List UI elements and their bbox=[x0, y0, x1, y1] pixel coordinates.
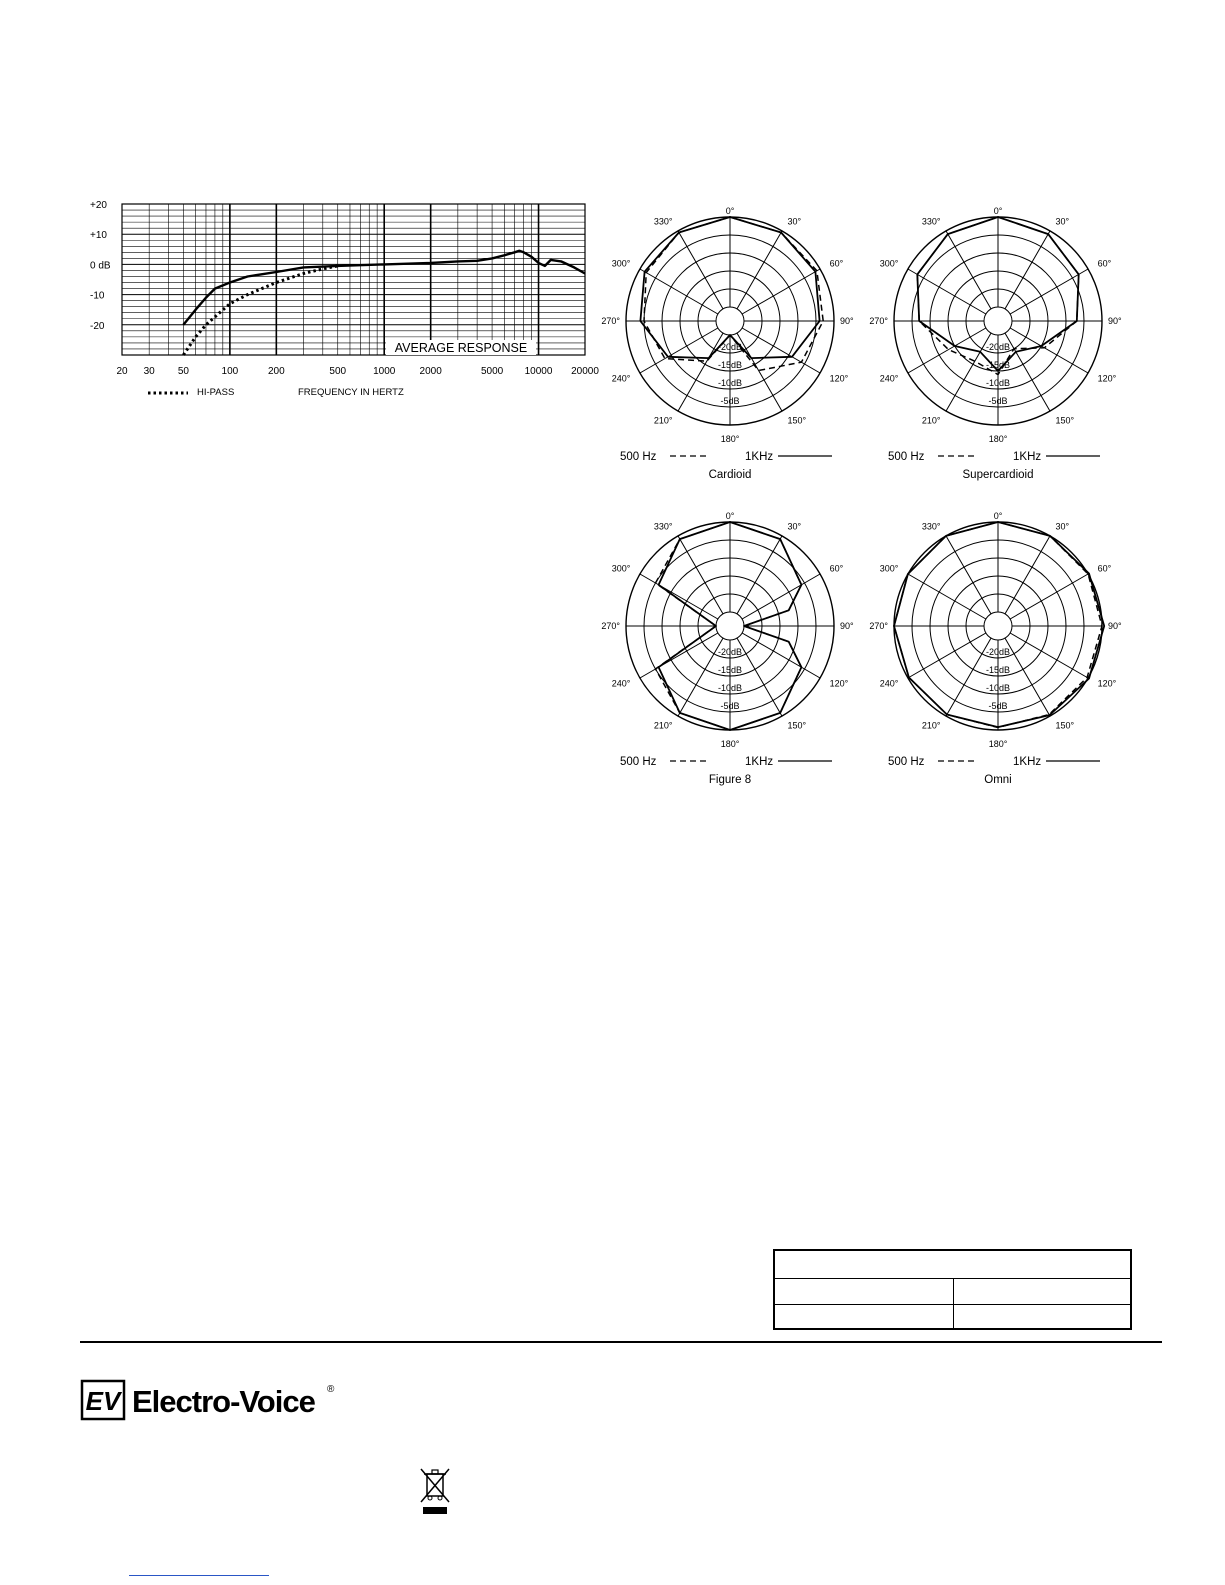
y-tick-label: 0 dB bbox=[90, 260, 111, 272]
angle-tick-label: 300° bbox=[611, 563, 631, 574]
legend-label-1khz: 1KHz bbox=[1013, 451, 1042, 463]
spec-table-header-row bbox=[775, 1251, 1130, 1279]
angle-tick-label: 330° bbox=[653, 521, 673, 532]
x-tick-label: 5000 bbox=[480, 366, 504, 377]
legend-label-hi-pass: HI-PASS bbox=[197, 387, 235, 398]
angle-tick-label: 300° bbox=[879, 563, 899, 574]
polar-chart-omni bbox=[868, 495, 1130, 800]
angle-tick-label: 300° bbox=[879, 258, 899, 269]
angle-tick-label: 120° bbox=[829, 373, 849, 384]
electro-voice-logo bbox=[80, 1379, 340, 1421]
x-tick-label: 20000 bbox=[571, 366, 599, 377]
x-tick-label: 20 bbox=[116, 366, 128, 377]
angle-tick-label: 150° bbox=[787, 415, 807, 426]
angle-tick-label: 120° bbox=[1097, 678, 1117, 689]
angle-tick-label: 330° bbox=[921, 521, 941, 532]
ring-tick-label: -10dB bbox=[717, 683, 743, 693]
legend-label-1khz: 1KHz bbox=[745, 451, 774, 463]
angle-tick-label: 120° bbox=[829, 678, 849, 689]
y-tick-label: +20 bbox=[90, 200, 107, 211]
weee-bin-icon bbox=[418, 1466, 452, 1516]
angle-tick-label: 210° bbox=[653, 720, 673, 731]
angle-tick-label: 0° bbox=[993, 206, 1003, 216]
ring-tick-label: -5dB bbox=[988, 701, 1008, 711]
angle-tick-label: 30° bbox=[1055, 216, 1070, 227]
polar-chart-cardioid bbox=[600, 190, 862, 495]
legend-label-1khz: 1KHz bbox=[745, 756, 774, 768]
ring-tick-label: -10dB bbox=[985, 683, 1011, 693]
legend-label-1khz: 1KHz bbox=[1013, 756, 1042, 768]
angle-tick-label: 210° bbox=[921, 720, 941, 731]
angle-tick-label: 180° bbox=[988, 434, 1008, 444]
chart-title: AVERAGE RESPONSE bbox=[394, 341, 528, 355]
angle-tick-label: 300° bbox=[611, 258, 631, 269]
link-underline[interactable] bbox=[129, 1575, 269, 1576]
angle-tick-label: 270° bbox=[869, 621, 888, 631]
angle-tick-label: 60° bbox=[1097, 258, 1112, 269]
angle-tick-label: 270° bbox=[869, 316, 888, 326]
x-tick-label: 200 bbox=[267, 366, 285, 377]
angle-tick-label: 210° bbox=[921, 415, 941, 426]
ring-tick-label: -20dB bbox=[985, 647, 1011, 657]
ring-tick-label: -15dB bbox=[717, 360, 743, 370]
polar-chart-title: Omni bbox=[984, 774, 1012, 786]
angle-tick-label: 210° bbox=[653, 415, 673, 426]
angle-tick-label: 90° bbox=[840, 316, 854, 326]
ev-logo-mark: EV bbox=[85, 1386, 121, 1416]
angle-tick-label: 90° bbox=[1108, 316, 1122, 326]
spec-table bbox=[773, 1249, 1132, 1330]
angle-tick-label: 180° bbox=[720, 434, 740, 444]
plot-frame bbox=[122, 204, 585, 355]
angle-tick-label: 60° bbox=[829, 563, 844, 574]
legend-label-500hz: 500 Hz bbox=[888, 451, 925, 463]
angle-tick-label: 180° bbox=[988, 739, 1008, 749]
ring-tick-label: -15dB bbox=[985, 665, 1011, 675]
angle-tick-label: 90° bbox=[840, 621, 854, 631]
polar-chart-figure8 bbox=[600, 495, 862, 800]
spec-table-divider bbox=[953, 1278, 954, 1328]
y-tick-label: -20 bbox=[90, 320, 105, 332]
angle-tick-label: 240° bbox=[611, 373, 631, 384]
angle-tick-label: 240° bbox=[611, 678, 631, 689]
angle-tick-label: 90° bbox=[1108, 621, 1122, 631]
angle-tick-label: 270° bbox=[601, 621, 620, 631]
ring-tick-label: -20dB bbox=[717, 647, 743, 657]
polar-chart-title: Cardioid bbox=[708, 469, 752, 481]
ring-tick-label: -15dB bbox=[717, 665, 743, 675]
ring-tick-label: -20dB bbox=[985, 342, 1011, 352]
polar-ring bbox=[716, 307, 744, 335]
hi-pass-response-line bbox=[183, 266, 337, 355]
angle-tick-label: 30° bbox=[787, 521, 802, 532]
angle-tick-label: 120° bbox=[1097, 373, 1117, 384]
angle-tick-label: 30° bbox=[1055, 521, 1070, 532]
polar-ring bbox=[716, 612, 744, 640]
y-tick-label: -10 bbox=[90, 290, 105, 302]
angle-tick-label: 0° bbox=[993, 511, 1003, 521]
legend-label-500hz: 500 Hz bbox=[620, 756, 657, 768]
angle-tick-label: 240° bbox=[879, 678, 899, 689]
angle-tick-label: 30° bbox=[787, 216, 802, 227]
angle-tick-label: 150° bbox=[1055, 720, 1075, 731]
polar-ring bbox=[984, 307, 1012, 335]
angle-tick-label: 240° bbox=[879, 373, 899, 384]
angle-tick-label: 330° bbox=[921, 216, 941, 227]
polar-chart-supercardioid bbox=[868, 190, 1130, 495]
registered-mark: ® bbox=[327, 1384, 335, 1395]
x-tick-label: 500 bbox=[329, 366, 347, 377]
x-tick-label: 1000 bbox=[373, 366, 396, 377]
legend-label-500hz: 500 Hz bbox=[888, 756, 925, 768]
ring-tick-label: -20dB bbox=[717, 342, 743, 352]
ev-logo-wordmark: Electro-Voice bbox=[132, 1384, 315, 1419]
angle-tick-label: 270° bbox=[601, 316, 620, 326]
ring-tick-label: -15dB bbox=[985, 360, 1011, 370]
angle-tick-label: 150° bbox=[1055, 415, 1075, 426]
polar-chart-title: Supercardioid bbox=[962, 469, 1034, 481]
ring-tick-label: -10dB bbox=[717, 378, 743, 388]
ring-tick-label: -5dB bbox=[988, 396, 1008, 406]
angle-tick-label: 0° bbox=[725, 511, 735, 521]
frequency-response-chart bbox=[80, 190, 600, 415]
legend-label-500hz: 500 Hz bbox=[620, 451, 657, 463]
ring-tick-label: -5dB bbox=[720, 396, 740, 406]
x-tick-label: 10000 bbox=[524, 366, 553, 377]
x-axis-label: FREQUENCY IN HERTZ bbox=[298, 387, 404, 398]
angle-tick-label: 0° bbox=[725, 206, 735, 216]
x-tick-label: 50 bbox=[177, 366, 189, 377]
y-tick-label: +10 bbox=[90, 230, 107, 242]
polar-chart-title: Figure 8 bbox=[708, 774, 752, 786]
angle-tick-label: 180° bbox=[720, 739, 740, 749]
angle-tick-label: 150° bbox=[787, 720, 807, 731]
angle-tick-label: 60° bbox=[1097, 563, 1112, 574]
angle-tick-label: 330° bbox=[653, 216, 673, 227]
polar-ring bbox=[984, 612, 1012, 640]
x-tick-label: 30 bbox=[143, 366, 155, 377]
ring-tick-label: -5dB bbox=[720, 701, 740, 711]
footer-divider bbox=[80, 1341, 1162, 1343]
ring-tick-label: -10dB bbox=[985, 378, 1011, 388]
angle-tick-label: 60° bbox=[829, 258, 844, 269]
x-tick-label: 100 bbox=[221, 366, 239, 377]
x-tick-label: 2000 bbox=[419, 366, 442, 377]
